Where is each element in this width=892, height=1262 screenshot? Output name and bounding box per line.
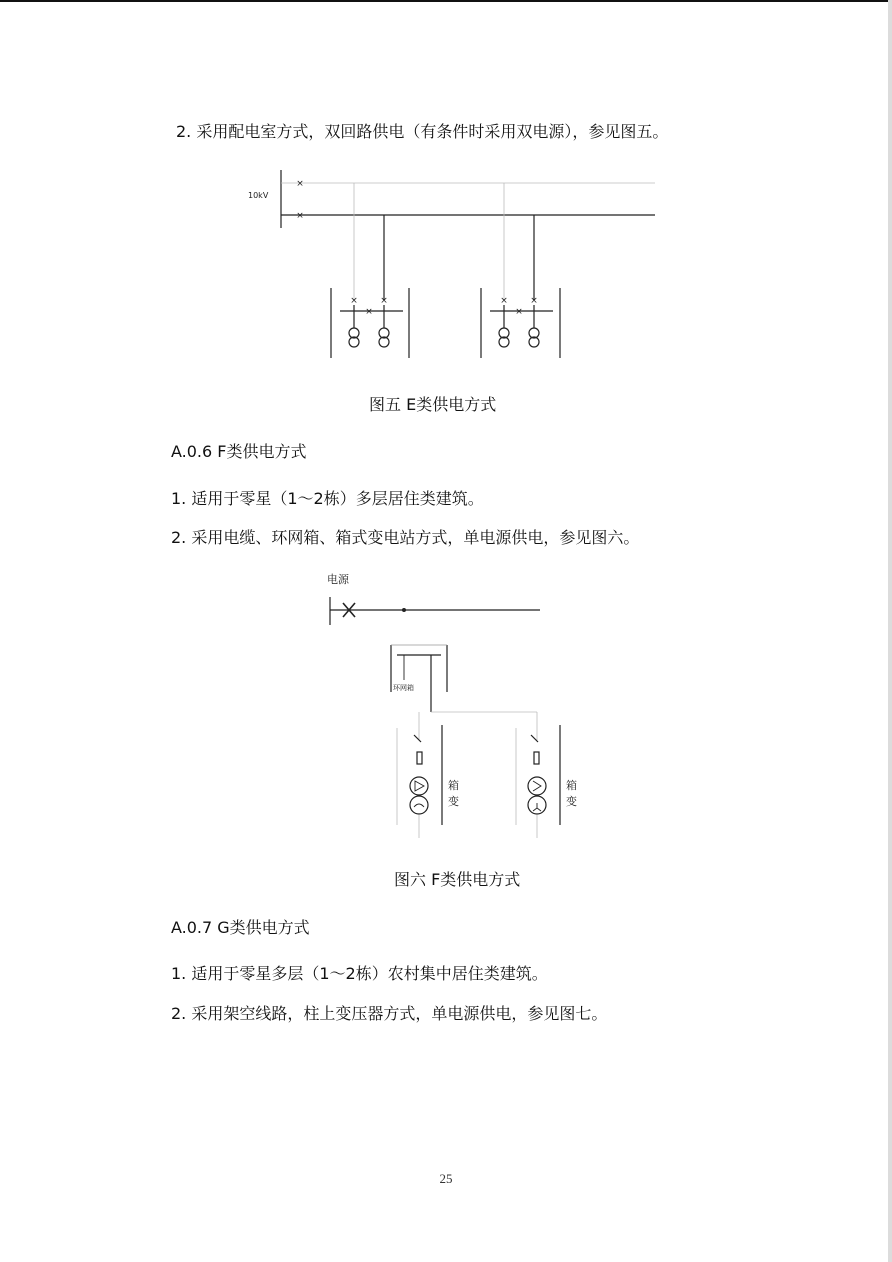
fig6-source-label: 电源	[327, 573, 349, 586]
f-item-1: 1. 适用于零星（1～2栋）多层居住类建筑。	[171, 489, 484, 508]
fig6-box-label-1a: 箱	[448, 779, 459, 792]
f-heading: A.0.6 F类供电方式	[171, 442, 307, 461]
fig6-box-label-2a: 箱	[566, 779, 577, 792]
svg-text:×: ×	[380, 296, 388, 306]
fig6-ring-main-label: 环网箱	[393, 684, 414, 692]
g-item-2: 2. 采用架空线路，柱上变压器方式，单电源供电，参见图七。	[171, 1004, 608, 1023]
fig6-box-label-2b: 变	[566, 795, 577, 808]
svg-text:×: ×	[530, 296, 538, 306]
fig5-source-label: 10kV	[248, 191, 269, 200]
svg-text:×: ×	[350, 296, 358, 306]
g-item-1: 1. 适用于零星多层（1～2栋）农村集中居住类建筑。	[171, 964, 548, 983]
svg-text:×: ×	[500, 296, 508, 306]
svg-text:×: ×	[296, 179, 304, 189]
g-heading: A.0.7 G类供电方式	[171, 918, 310, 937]
page-right-edge	[888, 0, 892, 1262]
page-number: 25	[439, 1171, 453, 1186]
svg-text:×: ×	[296, 211, 304, 221]
figure-5-caption: 图五 E类供电方式	[369, 395, 497, 414]
svg-text:×: ×	[365, 307, 373, 317]
f-item-2: 2. 采用电缆、环网箱、箱式变电站方式，单电源供电，参见图六。	[171, 528, 640, 547]
fig6-box-label-1b: 变	[448, 795, 459, 808]
page-top-edge	[0, 0, 892, 2]
svg-text:×: ×	[515, 307, 523, 317]
figure-6-caption: 图六 F类供电方式	[394, 870, 521, 889]
e-item-2: 2. 采用配电室方式，双回路供电（有条件时采用双电源），参见图五。	[176, 122, 669, 141]
